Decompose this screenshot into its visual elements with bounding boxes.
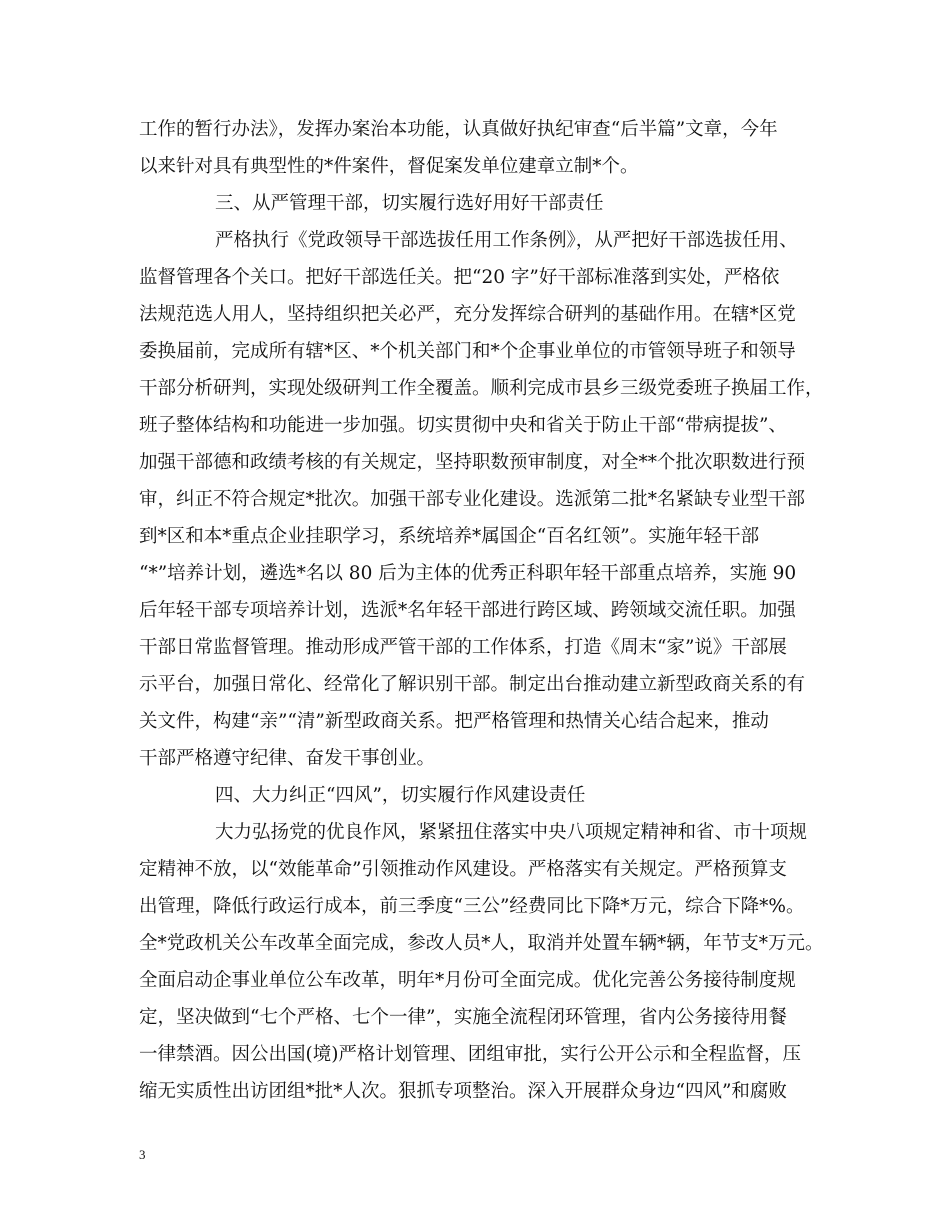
body-text-line: 关文件，构建“亲”“清”新型政商关系。把严格管理和热情关心结合起来，推动: [139, 711, 769, 732]
body-text-line: “*”培养计划，遴选*名以 80 后为主体的优秀正科职年轻干部重点培养，实施 90: [139, 563, 797, 584]
body-text-line: 委换届前，完成所有辖*区、*个机关部门和*个企事业单位的市管领导班子和领导: [139, 341, 796, 362]
body-text-line: 一律禁酒。因公出国(境)严格计划管理、团组审批，实行公开公示和全程监督，压: [139, 1044, 801, 1065]
body-text-line: 干部分析研判，实现处级研判工作全覆盖。顺利完成市县乡三级党委班子换届工作，: [139, 378, 824, 399]
body-text-line: 全*党政机关公车改革全面完成，参改人员*人，取消并处置车辆*辆，年节支*万元。: [139, 933, 824, 954]
body-text-line: 监督管理各个关口。把好干部选任关。把“20 字”好干部标准落到实处，严格依: [139, 267, 780, 288]
body-text-line: 法规范选人用人，坚持组织把关必严，充分发挥综合研判的基础作用。在辖*区党: [139, 304, 796, 325]
body-text-line: 班子整体结构和功能进一步加强。切实贯彻中央和省关于防止干部“带病提拔”、: [139, 415, 787, 436]
body-text-line: 严格执行《党政领导干部选拔任用工作条例》，从严把好干部选拔任用、: [215, 230, 798, 251]
body-text-line: 大力弘扬党的优良作风，紧紧扭住落实中央八项规定精神和省、市十项规: [215, 822, 808, 843]
section-heading: 四、大力纠正“四风”，切实履行作风建设责任: [215, 785, 586, 806]
section-heading: 三、从严管理干部，切实履行选好用好干部责任: [215, 193, 604, 214]
body-text-line: 后年轻干部专项培养计划，选派*名年轻干部进行跨区域、跨领域交流任职。加强: [139, 600, 796, 621]
body-text-line: 加强干部德和政绩考核的有关规定，坚持职数预审制度，对全**个批次职数进行预: [139, 452, 806, 473]
body-text-line: 定，坚决做到“七个严格、七个一律”，实施全流程闭环管理，省内公务接待用餐: [139, 1007, 787, 1028]
body-text-line: 审，纠正不符合规定*批次。加强干部专业化建设。选派第二批*名紧缺专业型干部: [139, 489, 806, 510]
body-text-line: 缩无实质性出访团组*批*人次。狠抓专项整治。深入开展群众身边“四风”和腐败: [139, 1081, 787, 1102]
page-number: 3: [139, 1147, 146, 1162]
body-text-line: 定精神不放，以“效能革命”引领推动作风建设。严格落实有关规定。严格预算支: [139, 859, 787, 880]
body-text-line: 干部严格遵守纪律、奋发干事创业。: [139, 748, 436, 769]
body-text-line: 出管理，降低行政运行成本，前三季度“三公”经费同比下降*万元，综合下降*%。: [139, 896, 805, 917]
body-text-line: 以来针对具有典型性的*件案件，督促案发单位建章立制*个。: [139, 156, 639, 177]
body-text-line: 示平台，加强日常化、经常化了解识别干部。制定出台推动建立新型政商关系的有: [139, 674, 806, 695]
body-text-line: 全面启动企事业单位公车改革，明年*月份可全面完成。优化完善公务接待制度规: [139, 970, 796, 991]
body-text-line: 到*区和本*重点企业挂职学习，系统培养*属国企“百名红领”。实施年轻干部: [139, 526, 760, 547]
body-text-line: 干部日常监督管理。推动形成严管干部的工作体系，打造《周末“家”说》干部展: [139, 637, 787, 658]
body-text-line: 工作的暂行办法》，发挥办案治本功能，认真做好执纪审查“后半篇”文章，今年: [139, 119, 778, 140]
